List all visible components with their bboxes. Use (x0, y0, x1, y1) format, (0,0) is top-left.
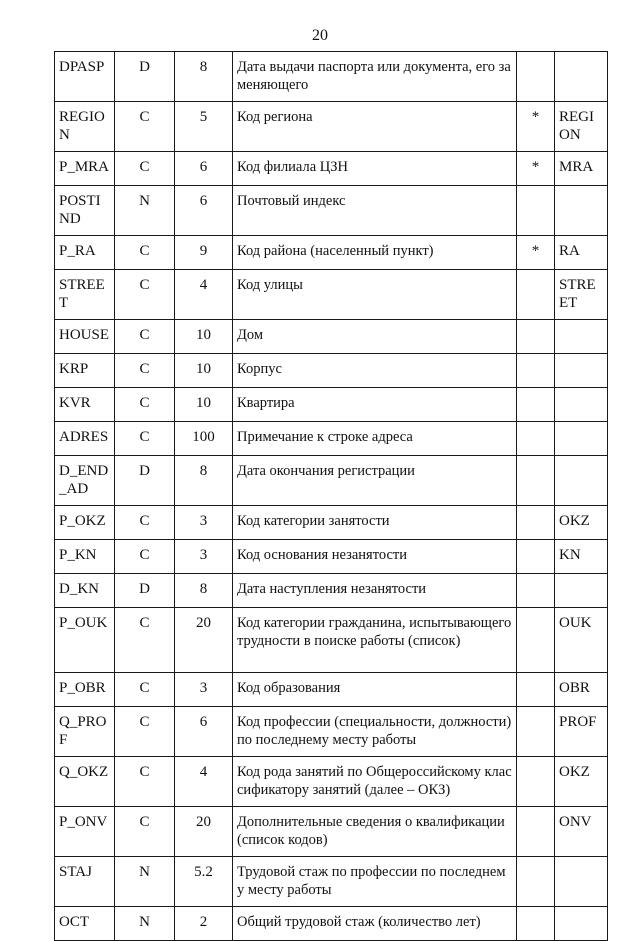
field-name-cell: REGION (55, 102, 115, 152)
table-row (55, 608, 608, 673)
table-row (55, 186, 608, 236)
table-row (55, 757, 608, 807)
field-type-cell: C (115, 608, 175, 673)
field-type-cell: C (115, 152, 175, 186)
field-reference-cell (555, 186, 608, 236)
field-type-cell: N (115, 907, 175, 941)
field-description-cell: Код филиала ЦЗН (233, 152, 517, 186)
field-reference-cell (555, 320, 608, 354)
field-description-cell: Трудовой стаж по профессии по последнему месту работы (233, 857, 517, 907)
field-key-marker-cell (517, 354, 555, 388)
field-name-cell: POSTIND (55, 186, 115, 236)
field-name-cell: Q_OKZ (55, 757, 115, 807)
field-description-cell: Дом (233, 320, 517, 354)
table-row (55, 907, 608, 941)
field-reference-cell: OKZ (555, 506, 608, 540)
field-length-cell: 4 (175, 270, 233, 320)
field-name-cell: OCT (55, 907, 115, 941)
table-row (55, 320, 608, 354)
table-row (55, 354, 608, 388)
field-key-marker-cell (517, 673, 555, 707)
field-key-marker-cell (517, 608, 555, 673)
field-type-cell: D (115, 574, 175, 608)
field-key-marker-cell (517, 186, 555, 236)
field-type-cell: C (115, 354, 175, 388)
field-reference-cell: KN (555, 540, 608, 574)
table-row (55, 52, 608, 102)
field-type-cell: C (115, 707, 175, 757)
table-row (55, 540, 608, 574)
field-description-cell: Корпус (233, 354, 517, 388)
field-name-cell: HOUSE (55, 320, 115, 354)
field-name-cell: KRP (55, 354, 115, 388)
field-type-cell: C (115, 102, 175, 152)
table-row (55, 807, 608, 857)
field-name-cell: ADRES (55, 422, 115, 456)
field-name-cell: KVR (55, 388, 115, 422)
field-type-cell: D (115, 456, 175, 506)
field-key-marker-cell (517, 857, 555, 907)
field-length-cell: 3 (175, 673, 233, 707)
field-reference-cell: OBR (555, 673, 608, 707)
field-length-cell: 10 (175, 320, 233, 354)
field-description-cell: Дополнительные сведения о квалификации (список кодов) (233, 807, 517, 857)
table-row (55, 673, 608, 707)
field-name-cell: D_END_AD (55, 456, 115, 506)
field-key-marker-cell (517, 757, 555, 807)
field-name-cell: DPASP (55, 52, 115, 102)
field-key-marker-cell: * (517, 102, 555, 152)
field-description-cell: Дата окончания регистрации (233, 456, 517, 506)
field-description-cell: Код основания незанятости (233, 540, 517, 574)
field-description-cell: Код улицы (233, 270, 517, 320)
field-type-cell: N (115, 857, 175, 907)
field-reference-cell: MRA (555, 152, 608, 186)
field-key-marker-cell (517, 907, 555, 941)
field-description-cell: Примечание к строке адреса (233, 422, 517, 456)
field-type-cell: C (115, 422, 175, 456)
field-reference-cell (555, 456, 608, 506)
field-length-cell: 8 (175, 52, 233, 102)
field-length-cell: 3 (175, 506, 233, 540)
field-length-cell: 8 (175, 574, 233, 608)
field-key-marker-cell (517, 52, 555, 102)
field-key-marker-cell (517, 807, 555, 857)
field-length-cell: 4 (175, 757, 233, 807)
field-reference-cell (555, 52, 608, 102)
field-description-cell: Код категории занятости (233, 506, 517, 540)
field-name-cell: P_RA (55, 236, 115, 270)
field-type-cell: C (115, 807, 175, 857)
table-row (55, 236, 608, 270)
field-name-cell: STREET (55, 270, 115, 320)
table-row (55, 857, 608, 907)
field-name-cell: P_KN (55, 540, 115, 574)
field-key-marker-cell: * (517, 152, 555, 186)
field-reference-cell: OUK (555, 608, 608, 673)
field-description-cell: Код профессии (специальности, должности) по последнему месту работы (233, 707, 517, 757)
field-length-cell: 5 (175, 102, 233, 152)
field-key-marker-cell (517, 320, 555, 354)
field-type-cell: C (115, 506, 175, 540)
table-row (55, 506, 608, 540)
field-reference-cell (555, 354, 608, 388)
field-length-cell: 20 (175, 608, 233, 673)
field-length-cell: 5.2 (175, 857, 233, 907)
field-key-marker-cell (517, 506, 555, 540)
field-length-cell: 3 (175, 540, 233, 574)
field-description-cell: Код образования (233, 673, 517, 707)
field-type-cell: C (115, 320, 175, 354)
field-reference-cell: STREET (555, 270, 608, 320)
field-description-cell: Почтовый индекс (233, 186, 517, 236)
field-name-cell: P_MRA (55, 152, 115, 186)
field-length-cell: 9 (175, 236, 233, 270)
field-length-cell: 100 (175, 422, 233, 456)
field-key-marker-cell (517, 422, 555, 456)
field-length-cell: 10 (175, 388, 233, 422)
field-type-cell: C (115, 236, 175, 270)
field-key-marker-cell (517, 388, 555, 422)
field-length-cell: 6 (175, 707, 233, 757)
field-type-cell: C (115, 270, 175, 320)
page-number: 20 (312, 27, 328, 44)
field-reference-cell: ONV (555, 807, 608, 857)
field-reference-cell: RA (555, 236, 608, 270)
table-row (55, 456, 608, 506)
field-type-cell: C (115, 673, 175, 707)
field-type-cell: C (115, 757, 175, 807)
field-key-marker-cell (517, 456, 555, 506)
field-reference-cell (555, 422, 608, 456)
fields-table-body (55, 52, 608, 941)
field-description-cell: Код рода занятий по Общероссийскому классификатору занятий (далее – ОКЗ) (233, 757, 517, 807)
table-row (55, 707, 608, 757)
table-row (55, 574, 608, 608)
field-length-cell: 2 (175, 907, 233, 941)
field-type-cell: C (115, 388, 175, 422)
field-name-cell: P_OBR (55, 673, 115, 707)
table-row (55, 388, 608, 422)
field-length-cell: 8 (175, 456, 233, 506)
field-type-cell: N (115, 186, 175, 236)
field-description-cell: Код района (населенный пункт) (233, 236, 517, 270)
field-name-cell: P_OKZ (55, 506, 115, 540)
field-reference-cell (555, 574, 608, 608)
field-name-cell: STAJ (55, 857, 115, 907)
field-name-cell: D_KN (55, 574, 115, 608)
field-key-marker-cell (517, 707, 555, 757)
table-row (55, 422, 608, 456)
field-description-cell: Квартира (233, 388, 517, 422)
table-row (55, 102, 608, 152)
field-description-cell: Общий трудовой стаж (количество лет) (233, 907, 517, 941)
field-reference-cell: PROF (555, 707, 608, 757)
fields-table (54, 51, 608, 941)
field-key-marker-cell (517, 270, 555, 320)
field-length-cell: 10 (175, 354, 233, 388)
field-length-cell: 20 (175, 807, 233, 857)
field-reference-cell: REGION (555, 102, 608, 152)
table-row (55, 152, 608, 186)
field-description-cell: Дата выдачи паспорта или документа, его заменяющего (233, 52, 517, 102)
field-key-marker-cell (517, 574, 555, 608)
field-key-marker-cell (517, 540, 555, 574)
field-reference-cell (555, 388, 608, 422)
field-length-cell: 6 (175, 152, 233, 186)
field-name-cell: Q_PROF (55, 707, 115, 757)
field-name-cell: P_ONV (55, 807, 115, 857)
field-description-cell: Код региона (233, 102, 517, 152)
table-row (55, 270, 608, 320)
field-reference-cell (555, 907, 608, 941)
field-type-cell: C (115, 540, 175, 574)
field-length-cell: 6 (175, 186, 233, 236)
field-description-cell: Код категории гражданина, испытывающего трудности в поиске работы (список) (233, 608, 517, 673)
field-description-cell: Дата наступления незанятости (233, 574, 517, 608)
field-type-cell: D (115, 52, 175, 102)
field-name-cell: P_OUK (55, 608, 115, 673)
field-key-marker-cell: * (517, 236, 555, 270)
field-reference-cell (555, 857, 608, 907)
field-reference-cell: OKZ (555, 757, 608, 807)
